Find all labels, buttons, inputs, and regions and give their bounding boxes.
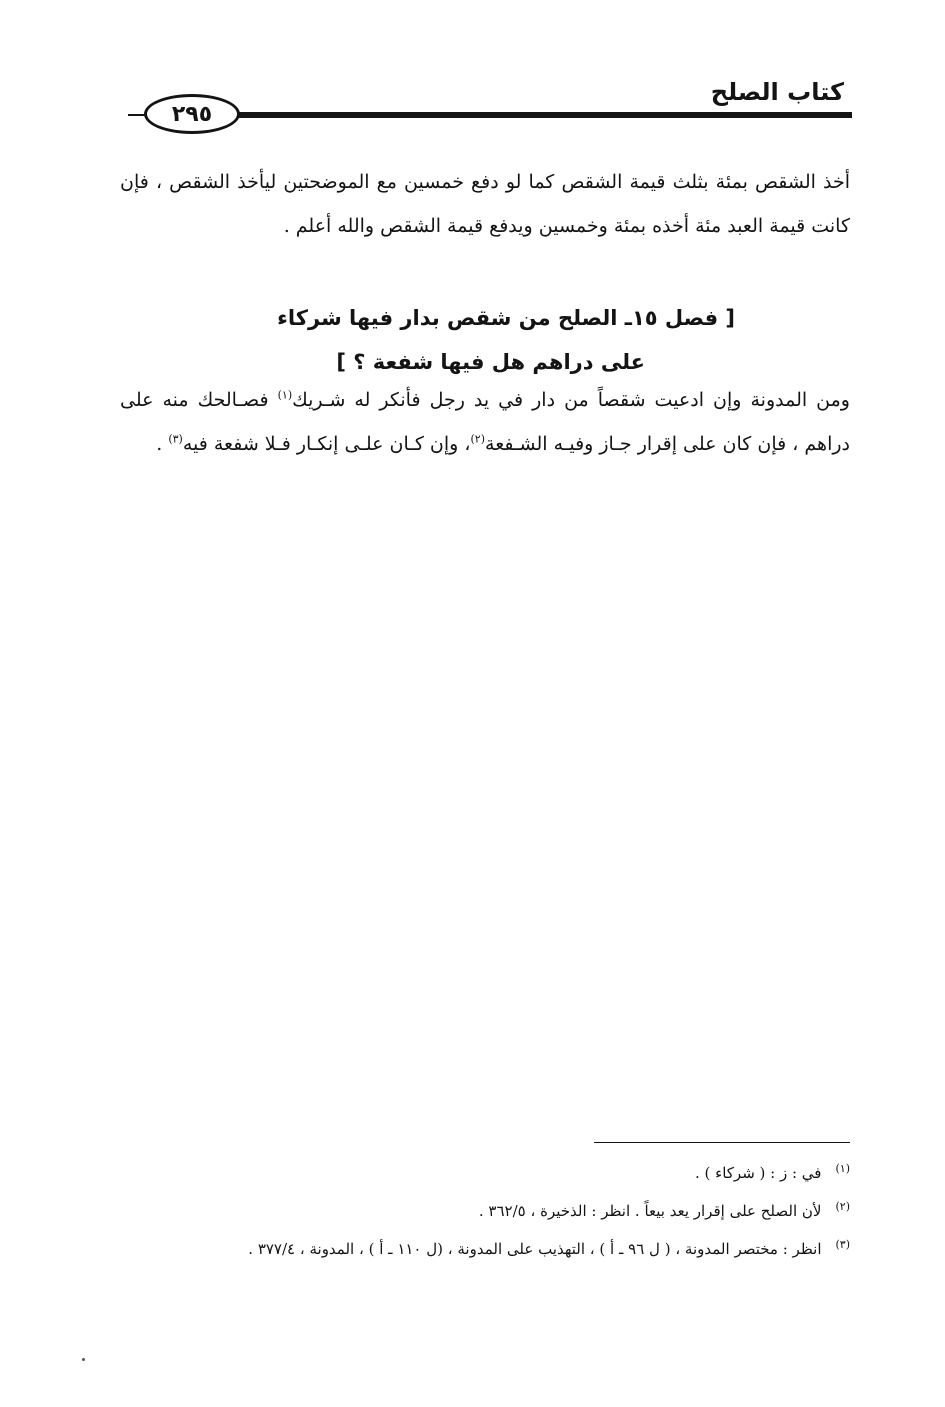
footnote-marker: (٣) bbox=[835, 1238, 850, 1251]
page-header bbox=[128, 72, 852, 132]
footnote-ref-three[interactable]: (٣) bbox=[168, 432, 183, 446]
section-heading-line-one: [ فصل ١٥ـ الصلح من شقص بدار فيها شركاء bbox=[277, 306, 735, 330]
paragraph-two bbox=[120, 378, 850, 466]
footnote-item bbox=[130, 1202, 850, 1240]
section-heading bbox=[215, 296, 735, 384]
footnotes bbox=[130, 1164, 850, 1278]
paragraph-two-part-two: فصـالحك منه على دراهم ، فإن كان على إقرار جـاز وفيـه الشـفعة bbox=[120, 389, 850, 455]
paragraph-two-part-three: ، وإن كـان علـى إنكـار فـلا شفعة فيه bbox=[182, 433, 471, 455]
footnote-marker: (١) bbox=[835, 1162, 850, 1175]
footnote-text: لأن الصلح على إقرار يعد بيعاً . انظر : الذخيرة ، ٣٦٢/٥ . bbox=[478, 1202, 822, 1220]
paragraph-one bbox=[120, 160, 850, 248]
footnote-ref-one[interactable]: (١) bbox=[277, 388, 293, 402]
page-number-badge bbox=[144, 94, 240, 134]
paragraph-two-part-one: ومن المدونة وإن ادعيت شقصاً من دار في يد رجل فأنكر له شـريك bbox=[292, 389, 850, 411]
footnote-text: في : ز : ( شركاء ) . bbox=[695, 1164, 822, 1182]
footnote-text: انظر : مختصر المدونة ، ( ل ٩٦ ـ أ ) ، التهذيب على المدونة ، (ل ١١٠ ـ أ ) ، المدونة ، ٣٧٧/٤ . bbox=[248, 1240, 822, 1258]
scan-speck bbox=[82, 1358, 85, 1361]
footnote-ref-two[interactable]: (٢) bbox=[470, 432, 486, 446]
book-title: كتاب الصلح bbox=[710, 78, 844, 106]
footnote-item bbox=[130, 1240, 850, 1278]
page-number: ٢٩٥ bbox=[171, 101, 213, 127]
footnote-marker: (٢) bbox=[835, 1200, 850, 1213]
paragraph-two-text bbox=[120, 378, 850, 466]
footnote-separator bbox=[594, 1142, 850, 1143]
paragraph-two-part-four: . bbox=[156, 433, 169, 455]
paragraph-one-text: أخذ الشقص بمئة بثلث قيمة الشقص كما لو دفع خمسين مع الموضحتين ليأخذ الشقص ، فإن كانت قيمة العبد مئة أخذه بمئة وخمسين ويدفع قيمة الشقص والله أعلم . bbox=[120, 171, 850, 237]
section-heading-line-two: على دراهم هل فيها شفعة ؟ ] bbox=[336, 350, 645, 374]
footnote-item bbox=[130, 1164, 850, 1202]
header-rule bbox=[228, 112, 852, 118]
